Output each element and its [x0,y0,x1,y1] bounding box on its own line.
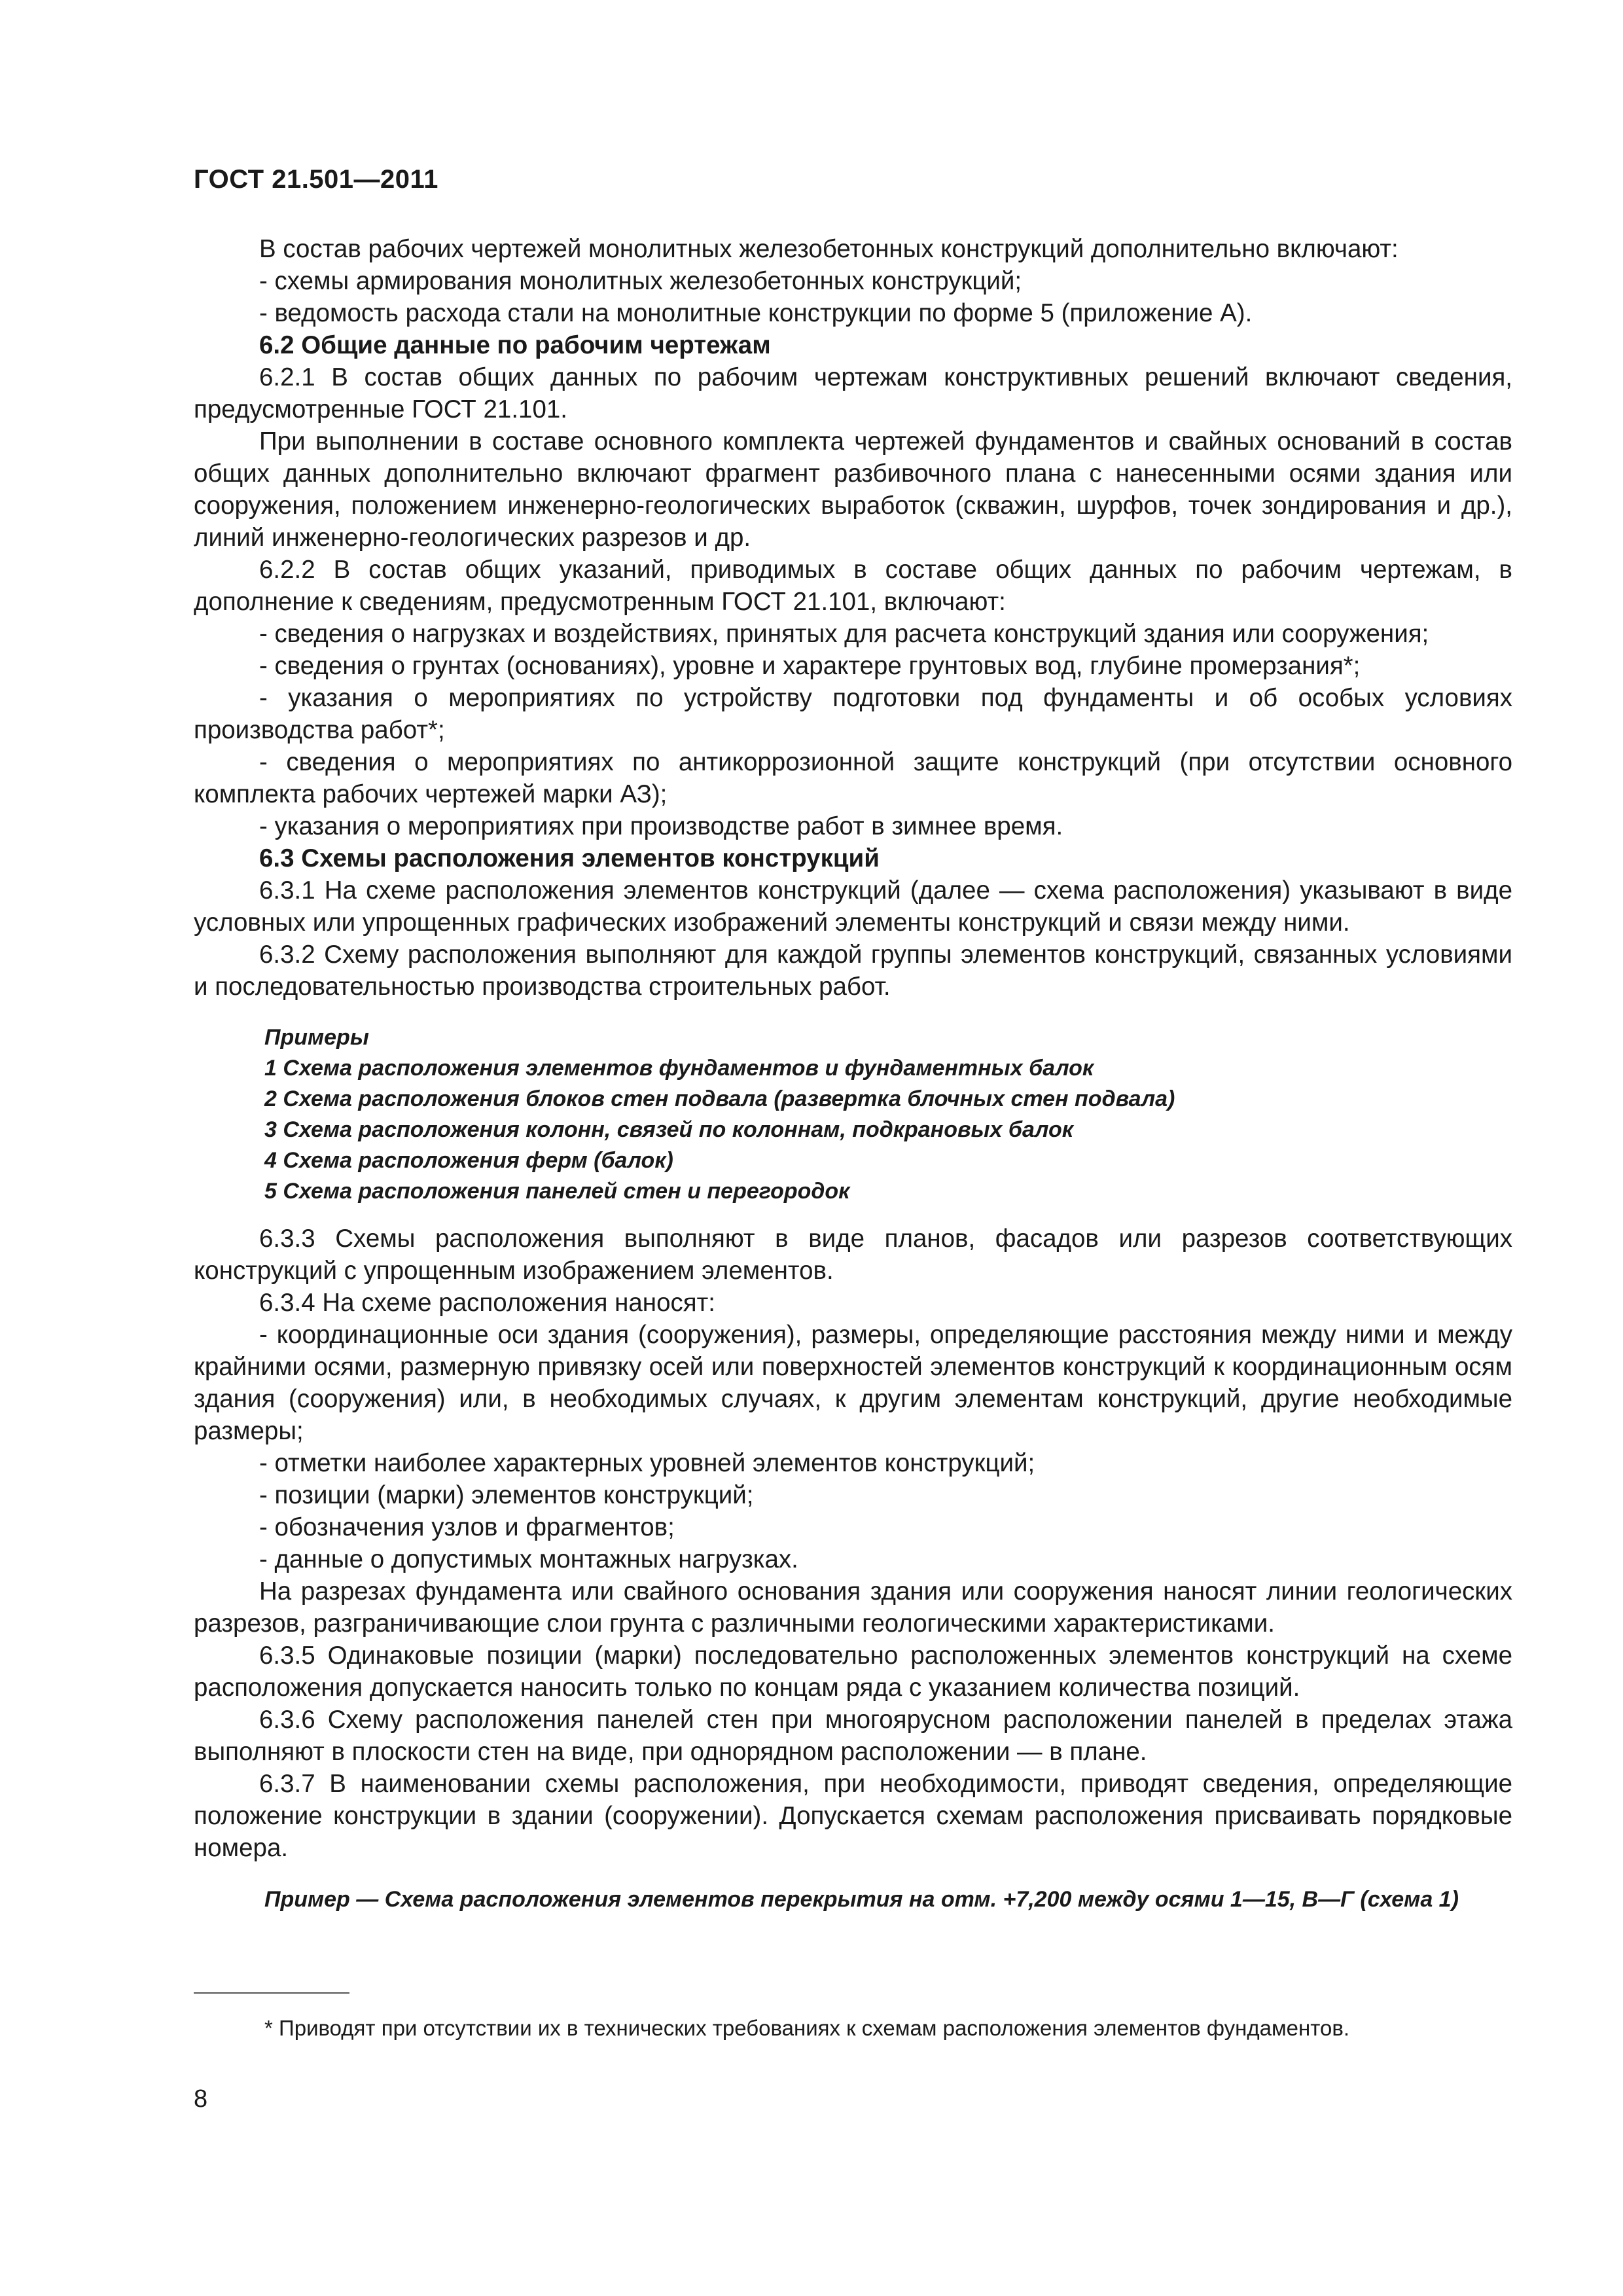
paragraph-6-3-5: 6.3.5 Одинаковые позиции (марки) последовательно расположенных элементов конструкций на схеме расположения допускается наносить только по концам ряда с указанием количества позиций. [194,1641,1512,1702]
list-item: - указания о мероприятиях при производстве работ в зимнее время. [259,812,1063,840]
page-number: 8 [194,2085,208,2113]
list-item: - сведения о грунтах (основаниях), уровне и характере грунтовых вод, глубине промерзания*; [259,652,1361,680]
paragraph-6-3-7: 6.3.7 В наименовании схемы расположения, при необходимости, приводят сведения, определяющие положение конструкции в здании (сооружении). Допускается схемам расположения присваивать порядковые номера. [194,1770,1512,1862]
example-note: Пример — Схема расположения элементов перекрытия на отм. +7,200 между осями 1—15, В—Г (схема 1) [264,1887,1459,1912]
paragraph-6-3-2: 6.3.2 Схему расположения выполняют для каждой группы элементов конструкций, связанных условиями и последовательностью производства строительных работ. [194,941,1512,1001]
paragraph-6-2-2: 6.2.2 В состав общих указаний, приводимых в составе общих данных по рабочим чертежам, в дополнение к сведениям, предусмотренным ГОСТ 21.101, включают: [194,556,1512,616]
list-item: - сведения о нагрузках и воздействиях, принятых для расчета конструкций здания или сооружения; [259,620,1429,648]
list-item: - указания о мероприятиях по устройству подготовки под фундаменты и об особых условиях производства работ*; [194,684,1512,744]
paragraph-6-3-1: 6.3.1 На схеме расположения элементов конструкций (далее — схема расположения) указывают в виде условных или упрощенных графических изображений элементы конструкций и связи между ними. [194,876,1512,937]
example-item: 4 Схема расположения ферм (балок) [264,1148,673,1173]
list-item: - обозначения узлов и фрагментов; [259,1513,675,1541]
section-heading-6-3: 6.3 Схемы расположения элементов конструкций [259,844,880,872]
paragraph-6-2-1: 6.2.1 В состав общих данных по рабочим чертежам конструктивных решений включают сведения, предусмотренные ГОСТ 21.101. [194,363,1512,423]
paragraph-6-3-4: 6.3.4 На схеме расположения наносят: [259,1289,715,1317]
example-item: 1 Схема расположения элементов фундаментов и фундаментных балок [264,1056,1094,1081]
intro-paragraph: В состав рабочих чертежей монолитных железобетонных конструкций дополнительно включают: [259,235,1399,263]
list-item: - данные о допустимых монтажных нагрузках. [259,1545,798,1573]
list-item: - координационные оси здания (сооружения), размеры, определяющие расстояния между ними и между крайними осями, размерную привязку осей или поверхностей элементов конструкций к координационным осям здания (сооружения) или, в необходимых случаях, к другим элементам конструкций, другие необходимые размеры; [194,1321,1512,1445]
paragraph-6-2-1-continued: При выполнении в составе основного комплекта чертежей фундаментов и свайных оснований в состав общих данных дополнительно включают фрагмент разбивочного плана с нанесенными осями здания или сооружения, положением инженерно-геологических выработок (скважин, шурфов, точек зондирования и др.), линий инженерно-геологических разрезов и др. [194,427,1512,552]
example-item: 2 Схема расположения блоков стен подвала (развертка блочных стен подвала) [264,1086,1175,1111]
list-item: - отметки наиболее характерных уровней элементов конструкций; [259,1449,1035,1477]
footnote: * Приводят при отсутствии их в технических требованиях к схемам расположения элементов фундаментов. [264,2016,1350,2040]
list-item: - позиции (марки) элементов конструкций; [259,1481,754,1509]
list-item: - сведения о мероприятиях по антикоррозионной защите конструкций (при отсутствии основного комплекта рабочих чертежей марки АЗ); [194,748,1512,808]
list-item: - ведомость расхода стали на монолитные конструкции по форме 5 (приложение А). [259,299,1253,327]
footnote-divider [194,1992,349,1994]
body-text [194,233,1512,1916]
example-item: 5 Схема расположения панелей стен и перегородок [264,1179,850,1204]
example-item: 3 Схема расположения колонн, связей по колоннам, подкрановых балок [264,1117,1073,1142]
paragraph-6-3-4-continued: На разрезах фундамента или свайного основания здания или сооружения наносят линии геологических разрезов, разграничивающие слои грунта с различными геологическими характеристиками. [194,1577,1512,1638]
examples-title: Примеры [264,1025,369,1050]
list-item: - схемы армирования монолитных железобетонных конструкций; [259,267,1022,295]
section-heading-6-2: 6.2 Общие данные по рабочим чертежам [259,331,771,359]
paragraph-6-3-3: 6.3.3 Схемы расположения выполняют в виде планов, фасадов или разрезов соответствующих конструкций с упрощенным изображением элементов. [194,1225,1512,1285]
paragraph-6-3-6: 6.3.6 Схему расположения панелей стен при многоярусном расположении панелей в пределах этажа выполняют в плоскости стен на виде, при однорядном расположении — в плане. [194,1706,1512,1766]
standard-header: ГОСТ 21.501—2011 [194,165,438,194]
